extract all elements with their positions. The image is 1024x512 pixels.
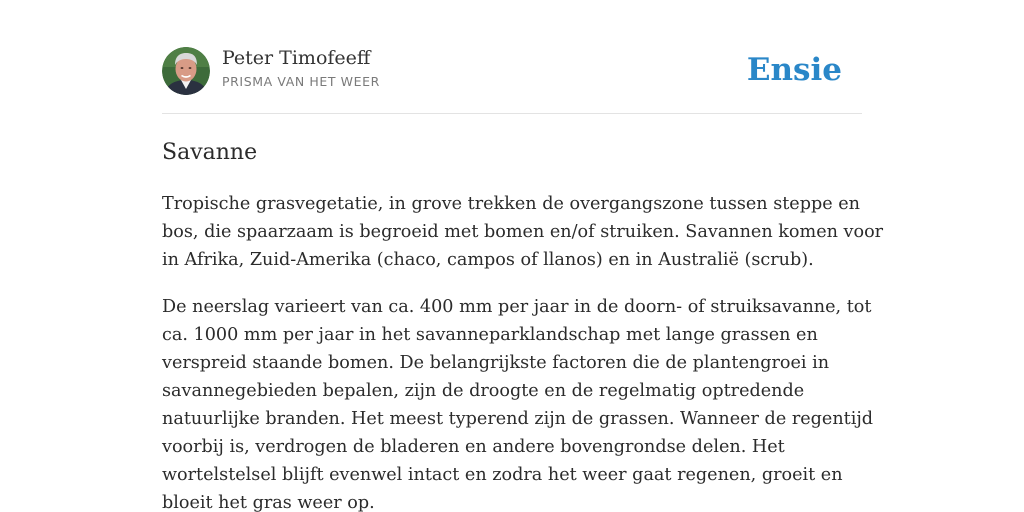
paragraph-line: wortelstelsel blijft evenwel intact en zodra het weer gaat regenen, groeit en — [162, 465, 843, 485]
paragraph-line: verspreid staande bomen. De belangrijkste factoren die de plantengroei in — [162, 353, 830, 373]
paragraph-line: ca. 1000 mm per jaar in het savanneparklandschap met lange grassen en — [162, 325, 818, 345]
article-title: Savanne — [162, 140, 258, 165]
paragraph-line: in Afrika, Zuid-Amerika (chaco, campos of llanos) en in Australië (scrub). — [162, 250, 814, 270]
paragraph-line: voorbij is, verdrogen de bladeren en andere bovengrondse delen. Het — [162, 437, 785, 457]
paragraph-line: bloeit het gras weer op. — [162, 493, 375, 512]
paragraph-line: bos, die spaarzaam is begroeid met bomen en/of struiken. Savannen komen voor — [162, 222, 884, 242]
author-name[interactable]: Peter Timofeeff — [222, 47, 371, 69]
paragraph-line: savannegebieden bepalen, zijn de droogte en de regelmatig optredende — [162, 381, 805, 401]
author-header — [162, 46, 862, 96]
brand-logo[interactable]: Ensie — [746, 52, 842, 88]
author-avatar[interactable] — [162, 47, 210, 95]
author-collection[interactable]: PRISMA VAN HET WEER — [222, 74, 380, 89]
paragraph-line: De neerslag varieert van ca. 400 mm per jaar in de doorn- of struiksavanne, tot — [162, 297, 872, 317]
article-paragraph — [162, 293, 874, 512]
article-paragraph — [162, 190, 884, 274]
paragraph-line: natuurlijke branden. Het meest typerend zijn de grassen. Wanneer de regentijd — [162, 409, 874, 429]
header-divider — [162, 113, 862, 114]
paragraph-line: Tropische grasvegetatie, in grove trekken de overgangszone tussen steppe en — [162, 194, 860, 214]
